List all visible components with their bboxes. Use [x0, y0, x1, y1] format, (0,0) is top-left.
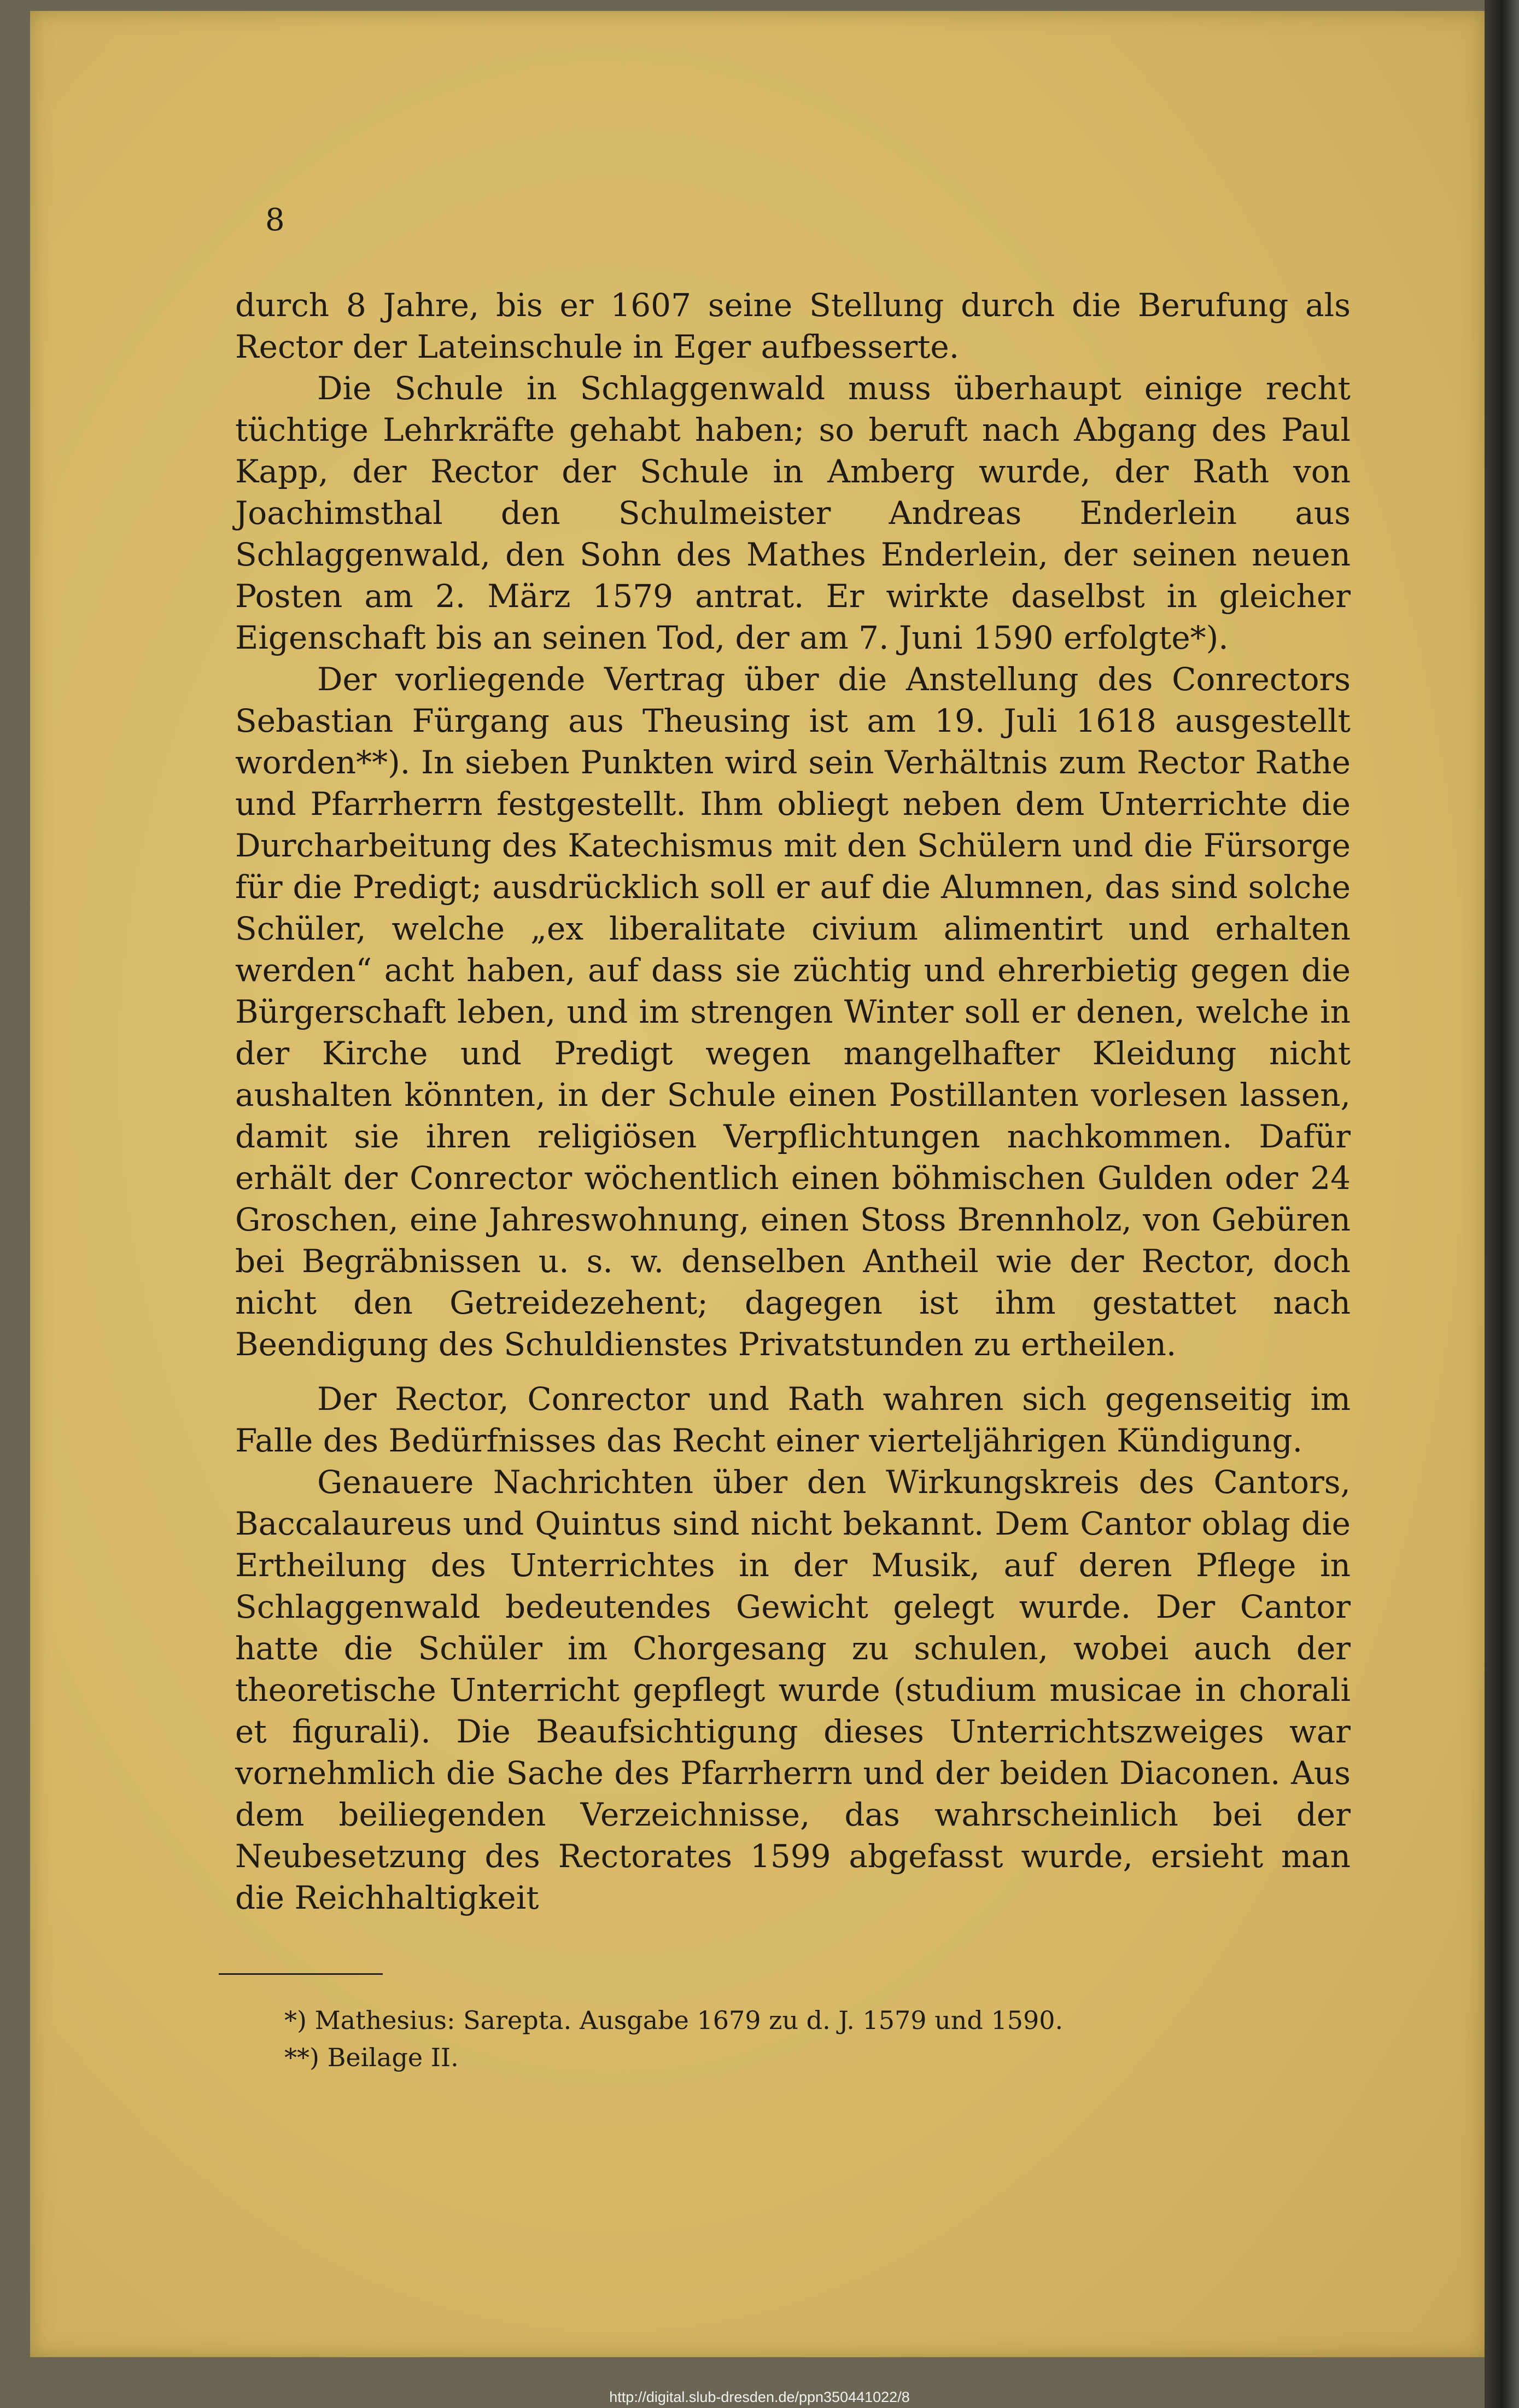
body-text — [235, 284, 1351, 1919]
book-binding-edge — [1485, 0, 1519, 2408]
paragraph-5: Genauere Nachrichten über den Wirkungskreis des Cantors, Baccalaureus und Quintus sind nicht bekannt. Dem Cantor oblag die Ertheilung des Unterrichtes in der Musik, auf deren Pflege in Schlaggenwald bedeutendes Gewicht gelegt wurde. Der Cantor hatte die Schüler im Chorgesang zu schulen, wobei auch der theoretische Unterricht gepflegt wurde (studium musicae in chorali et figurali). Die Beaufsichtigung dieses Unterrichtszweiges war vornehmlich die Sache des Pfarrherrn und der beiden Diaconen. Aus dem beiliegenden Verzeichnisse, das wahrscheinlich bei der Neubesetzung des Rectorates 1599 abgefasst wurde, ersieht man die Reichhaltigkeit — [235, 1464, 1351, 1916]
footnotes — [284, 2002, 1323, 2076]
paragraph-1: durch 8 Jahre, bis er 1607 seine Stellung durch die Berufung als Rector der Lateinschule in Eger aufbesserte. — [235, 287, 1351, 365]
footnote-2: **) Beilage II. — [284, 2043, 459, 2072]
footnote-separator — [219, 1973, 383, 1975]
paragraph-3: Der vorliegende Vertrag über die Anstellung des Conrectors Sebastian Fürgang aus Theusing ist am 19. Juli 1618 ausgestellt worden**). In sieben Punkten wird sein Verhältnis zum Rector Rathe und Pfarrherrn festgestellt. Ihm obliegt neben dem Unterrichte die Durcharbeitung des Katechismus mit den Schülern und die Fürsorge für die Predigt; ausdrücklich soll er auf die Alumnen, das sind solche Schüler, welche „ex liberalitate civium alimentirt und erhalten werden“ acht haben, auf dass sie züchtig und ehrerbietig gegen die Bürgerschaft leben, und im strengen Winter soll er denen, welche in der Kirche und Predigt wegen mangelhafter Kleidung nicht aushalten könnten, in der Schule einen Postillanten vorlesen lassen, damit sie ihren religiösen Verpflichtungen nachkommen. Dafür erhält der Conrector wöchentlich einen böhmischen Gulden oder 24 Groschen, eine Jahreswohnung, einen Stoss Brennholz, von Gebüren bei Begräbnissen u. s. w. denselben Antheil wie der Rector, doch nicht den Getreidezehent; dagegen ist ihm gestattet nach Beendigung des Schuldienstes Privatstunden zu ertheilen. — [235, 661, 1351, 1363]
page-number: 8 — [265, 202, 285, 238]
paragraph-4: Der Rector, Conrector und Rath wahren sich gegenseitig im Falle des Bedürfnisses das Recht einer vierteljährigen Kündigung. — [235, 1380, 1351, 1459]
source-url-link[interactable]: http://digital.slub-dresden.de/ppn350441022/8 — [609, 2389, 910, 2405]
paragraph-2: Die Schule in Schlaggenwald muss überhaupt einige recht tüchtige Lehrkräfte gehabt haben; so beruft nach Abgang des Paul Kapp, der Rector der Schule in Amberg wurde, der Rath von Joachimsthal den Schulmeister Andreas Enderlein aus Schlaggenwald, den Sohn des Mathes Enderlein, der seinen neuen Posten am 2. März 1579 antrat. Er wirkte daselbst in gleicher Eigenschaft bis an seinen Tod, der am 7. Juni 1590 erfolgte*). — [235, 370, 1351, 656]
footnote-1: *) Mathesius: Sarepta. Ausgabe 1679 zu d. J. 1579 und 1590. — [284, 2005, 1064, 2035]
